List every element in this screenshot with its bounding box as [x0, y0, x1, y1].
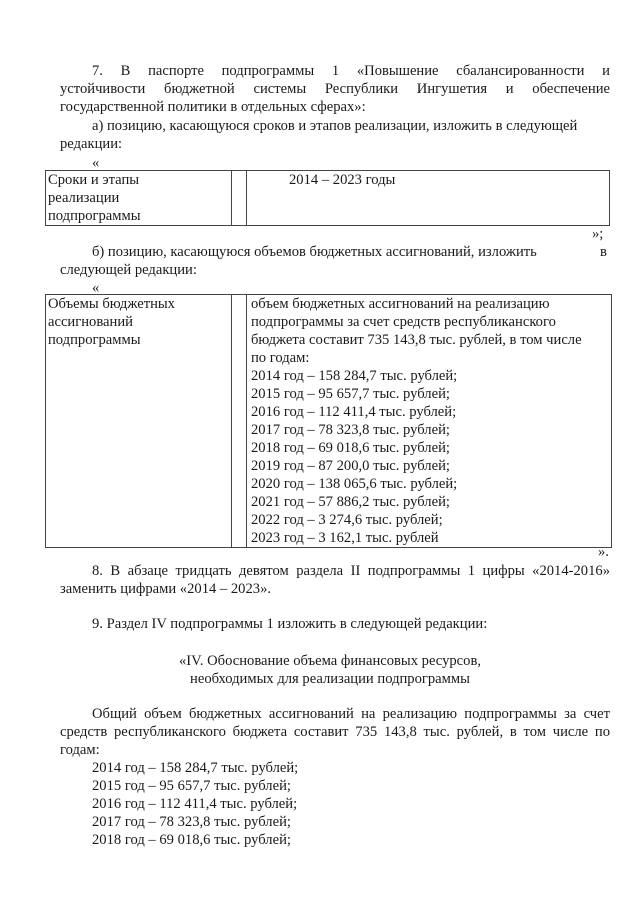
table-terms-label-line: подпрограммы	[48, 208, 141, 224]
table-budget-intro-line: объем бюджетных ассигнований на реализацию	[251, 296, 550, 312]
item7-sub-b-line2: следующей редакции:	[60, 262, 197, 278]
item8-line2: заменить цифрами «2014 – 2023».	[60, 581, 272, 597]
item7-line1: 7. В паспорте подпрограммы 1 «Повышение сбалансированности и	[92, 63, 610, 79]
table-terms-label	[46, 171, 232, 226]
item7-line3: государственной политики в отдельных сферах»:	[60, 99, 366, 115]
table-budget-label	[46, 295, 232, 548]
table-budget-label-line: ассигнований	[48, 314, 133, 330]
quote-open-1: «	[92, 155, 100, 171]
table-budget-year: 2015 год – 95 657,7 тыс. рублей;	[251, 386, 450, 402]
table-terms-label-line: Сроки и этапы	[48, 172, 140, 188]
section-heading-line1: «IV. Обоснование объема финансовых ресурсов,	[179, 653, 481, 669]
quote-close-1: »;	[592, 226, 604, 242]
table-budget-intro-line: подпрограммы за счет средств республиканского	[251, 314, 556, 330]
item7-line2: устойчивости бюджетной системы Республики Ингушетия и обеспечение	[60, 81, 610, 97]
table-terms	[45, 170, 610, 226]
table-budget-year: 2023 год – 3 162,1 тыс. рублей	[251, 530, 439, 546]
item7-sub-a-line1: а) позицию, касающуюся сроков и этапов реализации, изложить в следующей	[92, 118, 578, 134]
section-years	[92, 759, 298, 849]
table-budget-year: 2021 год – 57 886,2 тыс. рублей;	[251, 494, 450, 510]
section-heading-line2: необходимых для реализации подпрограммы	[190, 671, 470, 687]
table-budget-year: 2019 год – 87 200,0 тыс. рублей;	[251, 458, 450, 474]
table-budget-intro-line: бюджета составит 735 143,8 тыс. рублей, в том числе	[251, 332, 582, 348]
section-para-line3: годам:	[60, 742, 100, 758]
table-budget-year: 2014 год – 158 284,7 тыс. рублей;	[251, 368, 458, 384]
table-budget-gap	[232, 295, 247, 548]
quote-close-2: ».	[598, 544, 609, 560]
table-budget-label-line: Объемы бюджетных	[48, 296, 175, 312]
table-budget-years	[251, 367, 611, 547]
quote-open-2: «	[92, 280, 100, 296]
table-budget-year: 2017 год – 78 323,8 тыс. рублей;	[251, 422, 450, 438]
section-year: 2014 год – 158 284,7 тыс. рублей;	[92, 760, 299, 776]
table-terms-value: 2014 – 2023 годы	[247, 171, 610, 226]
item7-sub-b-line1: б) позицию, касающуюся объемов бюджетных ассигнований, изложить	[92, 244, 537, 260]
table-terms-gap	[232, 171, 247, 226]
table-budget-intro	[251, 295, 611, 367]
table-terms-label-line: реализации	[48, 190, 120, 206]
table-budget-year: 2020 год – 138 065,6 тыс. рублей;	[251, 476, 458, 492]
table-budget-label-line: подпрограммы	[48, 332, 141, 348]
section-para-line2: средств республиканского бюджета составит 735 143,8 тыс. рублей, в том числе по	[60, 724, 610, 740]
section-year: 2018 год – 69 018,6 тыс. рублей;	[92, 832, 291, 848]
section-para-line1: Общий объем бюджетных ассигнований на реализацию подпрограммы за счет	[92, 706, 610, 722]
table-budget-year: 2016 год – 112 411,4 тыс. рублей;	[251, 404, 457, 420]
section-year: 2017 год – 78 323,8 тыс. рублей;	[92, 814, 291, 830]
table-budget	[45, 294, 612, 548]
section-year: 2015 год – 95 657,7 тыс. рублей;	[92, 778, 291, 794]
item7-sub-b-line1-end: в	[600, 244, 607, 260]
table-budget-intro-line: по годам:	[251, 350, 310, 366]
table-budget-value	[247, 295, 612, 548]
table-budget-year: 2018 год – 69 018,6 тыс. рублей;	[251, 440, 450, 456]
item9-line1: 9. Раздел IV подпрограммы 1 изложить в следующей редакции:	[92, 616, 488, 632]
item7-sub-a-line2: редакции:	[60, 136, 123, 152]
section-year: 2016 год – 112 411,4 тыс. рублей;	[92, 796, 298, 812]
item8-line1: 8. В абзаце тридцать девятом раздела II подпрограммы 1 цифры «2014-2016»	[92, 563, 610, 579]
table-budget-year: 2022 год – 3 274,6 тыс. рублей;	[251, 512, 443, 528]
